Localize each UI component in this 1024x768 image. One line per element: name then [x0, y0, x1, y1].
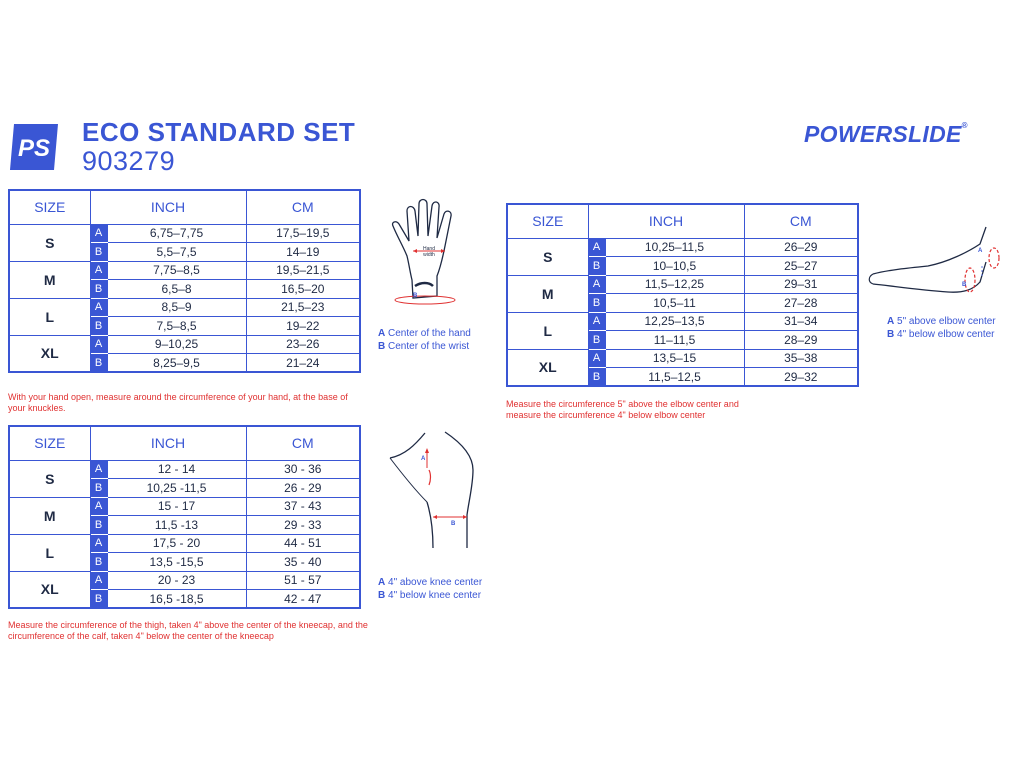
table-row [9, 224, 360, 243]
size-label: S [9, 224, 90, 261]
header-inch: INCH [90, 426, 246, 460]
cm-value: 31–34 [744, 312, 858, 331]
header-inch: INCH [90, 190, 246, 224]
elbow-legend-b: B 4" below elbow center [887, 329, 995, 340]
cm-value: 28–29 [744, 331, 858, 350]
size-label: L [9, 298, 90, 335]
table-row [507, 312, 858, 331]
measure-point-label: A [90, 534, 107, 553]
inch-value: 10,5–11 [605, 294, 744, 313]
cm-value: 44 - 51 [246, 534, 360, 553]
cm-value: 16,5–20 [246, 280, 360, 299]
svg-text:A: A [421, 456, 426, 462]
size-label: M [507, 275, 588, 312]
elbow-note: Measure the circumference 5" above the elbow center and measure the circumference 4" below elbow center [506, 399, 739, 420]
knee-note: Measure the circumference of the thigh, taken 4" above the center of the kneecap, and the circumference of the calf, taken 4" below the center of the kneecap [8, 620, 368, 641]
hand-legend [378, 327, 471, 353]
header-size: SIZE [9, 426, 90, 460]
inch-value: 10–10,5 [605, 257, 744, 276]
table-header-row [507, 204, 858, 238]
inch-value: 10,25 -11,5 [107, 479, 246, 498]
size-label: S [9, 460, 90, 497]
cm-value: 26 - 29 [246, 479, 360, 498]
inch-value: 11,5–12,5 [605, 368, 744, 387]
inch-value: 6,75–7,75 [107, 224, 246, 243]
measure-point-label: B [90, 590, 107, 609]
table-row [9, 497, 360, 516]
hand-note: With your hand open, measure around the circumference of your hand, at the base of your knuckles. [8, 392, 348, 413]
measure-point-label: A [90, 497, 107, 516]
measure-point-label: B [90, 516, 107, 535]
measure-point-label: A [90, 224, 107, 243]
measure-point-label: A [588, 238, 605, 257]
ps-logo-text: PS [17, 135, 51, 162]
table-row [9, 261, 360, 280]
measure-point-label: B [588, 368, 605, 387]
cm-value: 35–38 [744, 349, 858, 368]
inch-value: 7,75–8,5 [107, 261, 246, 280]
inch-value: 10,25–11,5 [605, 238, 744, 257]
svg-text:width: width [423, 252, 435, 258]
table-row [507, 238, 858, 257]
svg-text:B: B [962, 282, 967, 288]
size-label: L [9, 534, 90, 571]
brand-name: POWERSLIDE [804, 121, 962, 147]
inch-value: 15 - 17 [107, 497, 246, 516]
brand-mark: ® [961, 121, 968, 130]
measure-point-label: B [90, 553, 107, 572]
product-title: ECO STANDARD SET [82, 117, 356, 147]
elbow-legend-a: A 5" above elbow center [887, 316, 996, 327]
measure-point-label: B [90, 317, 107, 336]
table-row [9, 571, 360, 590]
svg-text:A: A [978, 248, 983, 254]
size-label: L [507, 312, 588, 349]
inch-value: 5,5–7,5 [107, 243, 246, 262]
table-row [9, 534, 360, 553]
hand-illustration [385, 196, 485, 314]
knee-legend-b: B 4" below knee center [378, 590, 482, 601]
measure-point-label: A [588, 349, 605, 368]
measure-point-label: A [90, 298, 107, 317]
elbow-illustration [868, 222, 1003, 310]
measure-point-label: A [90, 571, 107, 590]
measure-point-label: A [90, 335, 107, 354]
measure-point-label: A [588, 275, 605, 294]
table-row [9, 460, 360, 479]
measure-point-label: B [90, 479, 107, 498]
inch-value: 13,5 -15,5 [107, 553, 246, 572]
cm-value: 19,5–21,5 [246, 261, 360, 280]
product-code: 903279 [82, 146, 176, 176]
inch-value: 9–10,25 [107, 335, 246, 354]
inch-value: 11,5 -13 [107, 516, 246, 535]
cm-value: 21,5–23 [246, 298, 360, 317]
size-label: XL [507, 349, 588, 386]
size-label: XL [9, 335, 90, 372]
svg-text:B: B [451, 521, 456, 527]
cm-value: 14–19 [246, 243, 360, 262]
cm-value: 19–22 [246, 317, 360, 336]
inch-value: 8,5–9 [107, 298, 246, 317]
header-size: SIZE [507, 204, 588, 238]
measure-point-label: A [588, 312, 605, 331]
inch-value: 12,25–13,5 [605, 312, 744, 331]
inch-value: 17,5 - 20 [107, 534, 246, 553]
cm-value: 42 - 47 [246, 590, 360, 609]
elbow-size-table [506, 203, 859, 387]
inch-value: 20 - 23 [107, 571, 246, 590]
ps-logo [6, 122, 62, 172]
cm-value: 27–28 [744, 294, 858, 313]
svg-text:Hand: Hand [423, 246, 435, 252]
svg-text:B: B [413, 293, 418, 299]
brand-logo [804, 121, 968, 148]
inch-value: 13,5–15 [605, 349, 744, 368]
cm-value: 23–26 [246, 335, 360, 354]
size-label: S [507, 238, 588, 275]
cm-value: 29 - 33 [246, 516, 360, 535]
header-size: SIZE [9, 190, 90, 224]
measure-point-label: A [90, 261, 107, 280]
cm-value: 25–27 [744, 257, 858, 276]
knee-illustration [385, 430, 480, 555]
cm-value: 26–29 [744, 238, 858, 257]
measure-point-label: B [90, 243, 107, 262]
hand-legend-a: A Center of the hand [378, 328, 471, 339]
cm-value: 30 - 36 [246, 460, 360, 479]
inch-value: 11–11,5 [605, 331, 744, 350]
inch-value: 16,5 -18,5 [107, 590, 246, 609]
table-row [9, 298, 360, 317]
inch-value: 6,5–8 [107, 280, 246, 299]
hand-legend-b: B Center of the wrist [378, 341, 470, 352]
measure-point-label: B [90, 280, 107, 299]
table-row [9, 335, 360, 354]
measure-point-label: B [90, 354, 107, 373]
knee-size-table [8, 425, 361, 609]
cm-value: 21–24 [246, 354, 360, 373]
cm-value: 51 - 57 [246, 571, 360, 590]
inch-value: 8,25–9,5 [107, 354, 246, 373]
header-inch: INCH [588, 204, 744, 238]
cm-value: 37 - 43 [246, 497, 360, 516]
inch-value: 11,5–12,25 [605, 275, 744, 294]
cm-value: 29–31 [744, 275, 858, 294]
elbow-legend [887, 315, 996, 341]
hand-size-table [8, 189, 361, 373]
table-header-row [9, 190, 360, 224]
header-cm: CM [246, 190, 360, 224]
size-label: XL [9, 571, 90, 608]
table-row [507, 275, 858, 294]
cm-value: 17,5–19,5 [246, 224, 360, 243]
measure-point-label: B [588, 294, 605, 313]
measure-point-label: B [588, 331, 605, 350]
header-cm: CM [744, 204, 858, 238]
size-label: M [9, 497, 90, 534]
knee-legend [378, 576, 482, 602]
measure-point-label: A [90, 460, 107, 479]
inch-value: 7,5–8,5 [107, 317, 246, 336]
measure-point-label: B [588, 257, 605, 276]
cm-value: 29–32 [744, 368, 858, 387]
inch-value: 12 - 14 [107, 460, 246, 479]
size-label: M [9, 261, 90, 298]
table-row [507, 349, 858, 368]
header-cm: CM [246, 426, 360, 460]
table-header-row [9, 426, 360, 460]
knee-legend-a: A 4" above knee center [378, 577, 483, 588]
cm-value: 35 - 40 [246, 553, 360, 572]
